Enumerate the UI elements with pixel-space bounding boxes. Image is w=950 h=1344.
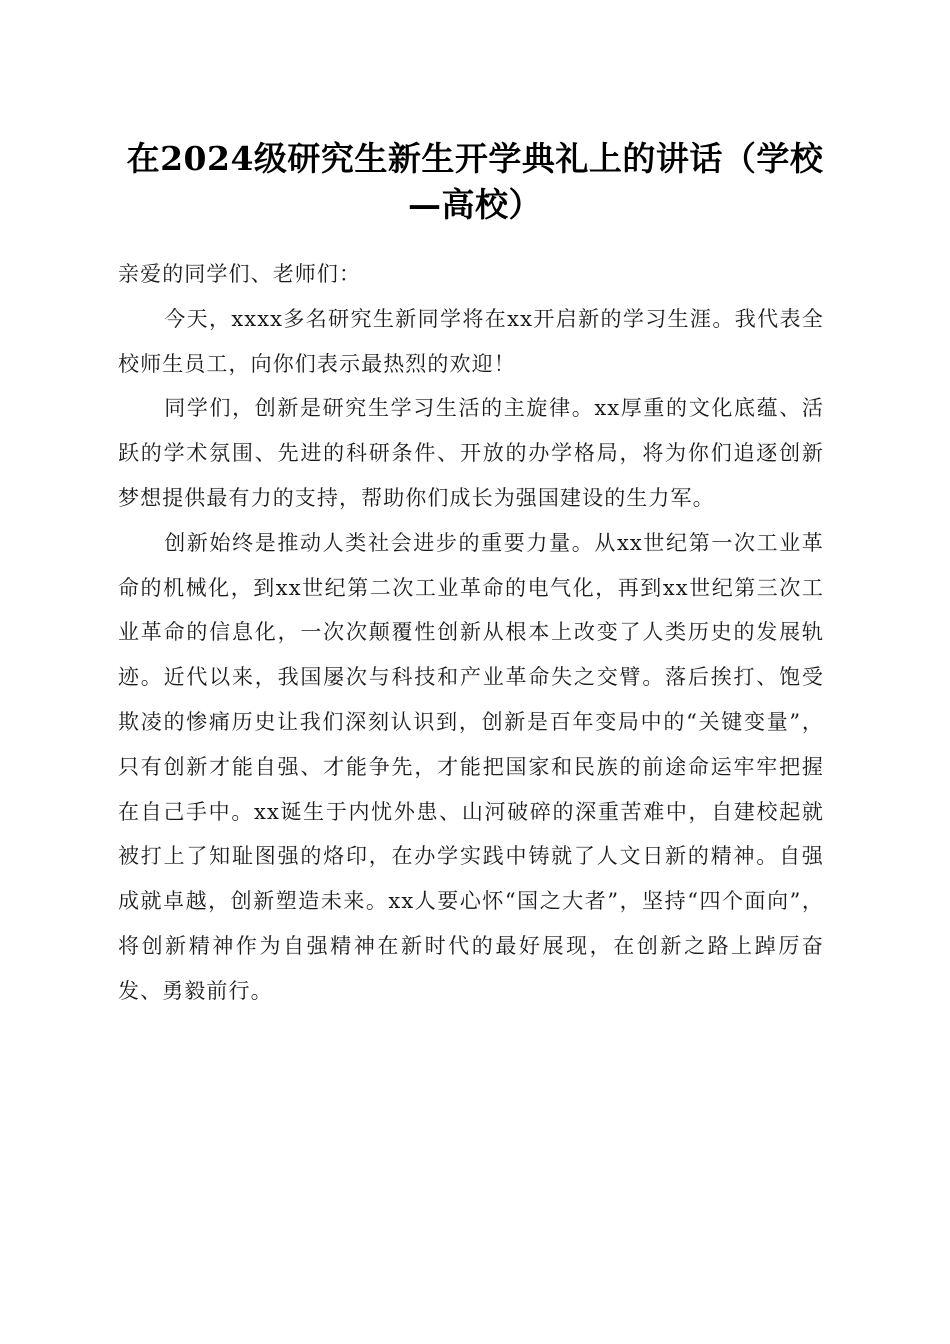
salutation: 亲爱的同学们、老师们： [118,262,362,286]
document-title: 在2024级研究生新生开学典礼上的讲话（学校—高校） [126,139,824,224]
paragraph-1: 今天，xxxx多名研究生新同学将在xx开启新的学习生涯。我代表全校师生员工，向你们表示最热烈的欢迎！ [118,306,824,376]
paragraph-2: 同学们，创新是研究生学习生活的主旋律。xx厚重的文化底蕴、活跃的学术氛围、先进的科研条件、开放的办学格局，将为你们追逐创新梦想提供最有力的支持，帮助你们成长为强国建设的生力军。 [118,396,824,510]
document-body [118,252,824,1014]
paragraph-3: 创新始终是推动人类社会进步的重要力量。从xx世纪第一次工业革命的机械化，到xx世纪第二次工业革命的电气化，再到xx世纪第三次工业革命的信息化，一次次颠覆性创新从根本上改变了人类历史的发展轨迹。近代以来，我国屡次与科技和产业革命失之交臂。落后挨打、饱受欺凌的惨痛历史让我们深刻认识到，创新是百年变局中的“关键变量”，只有创新才能自强、才能争先，才能把国家和民族的前途命运牢牢把握在自己手中。xx诞生于内忧外患、山河破碎的深重苦难中，自建校起就被打上了知耻图强的烙印，在办学实践中铸就了人文日新的精神。自强成就卓越，创新塑造未来。xx人要心怀“国之大者”，坚持“四个面向”，将创新精神作为自强精神在新时代的最好展现，在创新之路上踔厉奋发、勇毅前行。 [118,530,824,1003]
